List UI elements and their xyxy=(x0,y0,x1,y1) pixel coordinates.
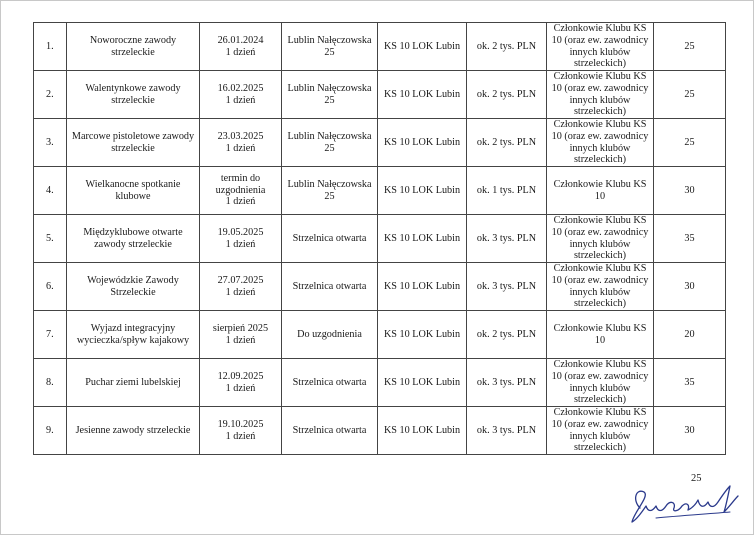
event-duration: 1 dzień xyxy=(225,142,256,154)
event-cost: ok. 3 tys. PLN xyxy=(476,376,537,388)
event-organizer: KS 10 LOK Lubin xyxy=(383,184,461,196)
table-row xyxy=(34,119,726,167)
event-date-cell xyxy=(200,407,282,455)
event-participants: Członkowie Klubu KS 10 (oraz ew. zawodnicy innych klubów strzeleckich) xyxy=(551,23,649,70)
event-place: Strzelnica otwarta xyxy=(292,232,367,244)
row-number: 1. xyxy=(46,40,54,52)
page-number: 25 xyxy=(691,473,702,484)
row-number: 7. xyxy=(46,328,54,340)
event-organizer: KS 10 LOK Lubin xyxy=(383,328,461,340)
event-place-cell xyxy=(282,263,378,311)
event-organizer: KS 10 LOK Lubin xyxy=(383,232,461,244)
table-row xyxy=(34,23,726,71)
participant-count-cell xyxy=(654,407,726,455)
event-cost-cell xyxy=(467,311,547,359)
row-number: 5. xyxy=(46,232,54,244)
table-row xyxy=(34,359,726,407)
event-duration: 1 dzień xyxy=(225,430,256,442)
table-row xyxy=(34,71,726,119)
participant-count: 25 xyxy=(684,88,695,100)
row-number: 8. xyxy=(46,376,54,388)
event-cost: ok. 2 tys. PLN xyxy=(476,88,537,100)
event-organizer-cell xyxy=(378,311,467,359)
event-name-cell xyxy=(67,71,200,119)
event-duration: 1 dzień xyxy=(225,94,256,106)
event-name-cell xyxy=(67,359,200,407)
event-place-cell xyxy=(282,23,378,71)
table-row xyxy=(34,263,726,311)
participant-count: 20 xyxy=(684,328,695,340)
event-duration: 1 dzień xyxy=(225,238,256,250)
participant-count-cell xyxy=(654,167,726,215)
event-name-cell xyxy=(67,311,200,359)
participant-count: 30 xyxy=(684,280,695,292)
event-organizer-cell xyxy=(378,263,467,311)
event-participants-cell xyxy=(547,119,654,167)
event-participants: Członkowie Klubu KS 10 (oraz ew. zawodnicy innych klubów strzeleckich) xyxy=(551,215,649,262)
row-number: 2. xyxy=(46,88,54,100)
row-number-cell xyxy=(34,359,67,407)
event-cost-cell xyxy=(467,23,547,71)
row-number-cell xyxy=(34,71,67,119)
event-cost-cell xyxy=(467,359,547,407)
event-cost-cell xyxy=(467,407,547,455)
event-participants-cell xyxy=(547,215,654,263)
event-duration: 1 dzień xyxy=(225,286,256,298)
participant-count: 25 xyxy=(684,136,695,148)
event-place: Lublin Nałęczowska 25 xyxy=(287,178,372,202)
event-place-cell xyxy=(282,359,378,407)
participant-count-cell xyxy=(654,23,726,71)
event-organizer-cell xyxy=(378,215,467,263)
event-date: 16.02.2025 xyxy=(217,82,264,94)
participant-count: 35 xyxy=(684,376,695,388)
event-name: Noworoczne zawody strzeleckie xyxy=(89,34,177,58)
event-place: Lublin Nałęczowska 25 xyxy=(287,82,372,106)
row-number-cell xyxy=(34,215,67,263)
event-date: sierpień 2025 xyxy=(212,322,269,334)
table-row xyxy=(34,311,726,359)
event-name-cell xyxy=(67,119,200,167)
event-place-cell xyxy=(282,167,378,215)
event-date: 23.03.2025 xyxy=(217,130,264,142)
event-name-cell xyxy=(67,263,200,311)
event-name: Jesienne zawody strzeleckie xyxy=(75,424,191,436)
event-name: Walentynkowe zawody strzeleckie xyxy=(85,82,181,106)
event-cost: ok. 3 tys. PLN xyxy=(476,280,537,292)
event-organizer: KS 10 LOK Lubin xyxy=(383,40,461,52)
event-name: Wyjazd integracyjny wycieczka/spływ kajakowy xyxy=(76,322,190,346)
signature-image xyxy=(626,478,742,530)
row-number-cell xyxy=(34,23,67,71)
participant-count: 30 xyxy=(684,184,695,196)
event-name-cell xyxy=(67,407,200,455)
event-place-cell xyxy=(282,119,378,167)
event-organizer-cell xyxy=(378,359,467,407)
event-place: Strzelnica otwarta xyxy=(292,376,367,388)
event-participants: Członkowie Klubu KS 10 (oraz ew. zawodnicy innych klubów strzeleckich) xyxy=(551,119,649,166)
event-cost: ok. 1 tys. PLN xyxy=(476,184,537,196)
event-participants-cell xyxy=(547,263,654,311)
event-date-cell xyxy=(200,119,282,167)
row-number: 9. xyxy=(46,424,54,436)
event-place: Lublin Nałęczowska 25 xyxy=(287,130,372,154)
event-name: Międzyklubowe otwarte zawody strzeleckie xyxy=(83,226,183,250)
event-cost: ok. 3 tys. PLN xyxy=(476,232,537,244)
event-organizer-cell xyxy=(378,119,467,167)
event-name: Marcowe pistoletowe zawody strzeleckie xyxy=(71,130,195,154)
participant-count-cell xyxy=(654,71,726,119)
event-duration: 1 dzień xyxy=(225,46,256,58)
event-participants: Członkowie Klubu KS 10 xyxy=(553,322,647,346)
event-date: 19.05.2025 xyxy=(217,226,264,238)
event-place: Strzelnica otwarta xyxy=(292,424,367,436)
event-date: 19.10.2025 xyxy=(217,418,264,430)
event-participants-cell xyxy=(547,359,654,407)
row-number-cell xyxy=(34,407,67,455)
event-date-cell xyxy=(200,23,282,71)
event-place-cell xyxy=(282,407,378,455)
event-place: Do uzgodnienia xyxy=(297,328,362,340)
event-cost: ok. 2 tys. PLN xyxy=(476,136,537,148)
event-date-cell xyxy=(200,359,282,407)
table-row xyxy=(34,215,726,263)
row-number-cell xyxy=(34,167,67,215)
event-duration: 1 dzień xyxy=(225,334,256,346)
event-date: 26.01.2024 xyxy=(217,34,264,46)
event-name-cell xyxy=(67,23,200,71)
participant-count-cell xyxy=(654,311,726,359)
event-organizer: KS 10 LOK Lubin xyxy=(383,376,461,388)
event-date-cell xyxy=(200,263,282,311)
participant-count-cell xyxy=(654,119,726,167)
event-cost: ok. 3 tys. PLN xyxy=(476,424,537,436)
event-place: Lublin Nałęczowska 25 xyxy=(287,34,372,58)
row-number-cell xyxy=(34,263,67,311)
event-participants-cell xyxy=(547,407,654,455)
event-place: Strzelnica otwarta xyxy=(292,280,367,292)
participant-count-cell xyxy=(654,263,726,311)
event-name: Wielkanocne spotkanie klubowe xyxy=(85,178,181,202)
event-participants-cell xyxy=(547,23,654,71)
row-number-cell xyxy=(34,119,67,167)
event-date-cell xyxy=(200,311,282,359)
row-number: 4. xyxy=(46,184,54,196)
event-participants: Członkowie Klubu KS 10 xyxy=(553,178,647,202)
participant-count: 25 xyxy=(684,40,695,52)
row-number: 6. xyxy=(46,280,54,292)
event-participants: Członkowie Klubu KS 10 (oraz ew. zawodnicy innych klubów strzeleckich) xyxy=(551,359,649,406)
events-table xyxy=(33,22,726,455)
event-place-cell xyxy=(282,215,378,263)
event-organizer-cell xyxy=(378,71,467,119)
event-organizer: KS 10 LOK Lubin xyxy=(383,88,461,100)
event-duration: 1 dzień xyxy=(225,196,256,208)
event-cost-cell xyxy=(467,215,547,263)
event-participants: Członkowie Klubu KS 10 (oraz ew. zawodnicy innych klubów strzeleckich) xyxy=(551,407,649,454)
table-row xyxy=(34,167,726,215)
event-name-cell xyxy=(67,167,200,215)
event-organizer: KS 10 LOK Lubin xyxy=(383,424,461,436)
event-date: 12.09.2025 xyxy=(217,370,264,382)
participant-count-cell xyxy=(654,215,726,263)
event-participants-cell xyxy=(547,71,654,119)
event-cost-cell xyxy=(467,167,547,215)
event-date-cell xyxy=(200,71,282,119)
event-date-cell xyxy=(200,215,282,263)
participant-count: 30 xyxy=(684,424,695,436)
event-date-cell xyxy=(200,167,282,215)
event-place-cell xyxy=(282,311,378,359)
event-duration: 1 dzień xyxy=(225,382,256,394)
event-participants: Członkowie Klubu KS 10 (oraz ew. zawodnicy innych klubów strzeleckich) xyxy=(551,263,649,310)
event-participants: Członkowie Klubu KS 10 (oraz ew. zawodnicy innych klubów strzeleckich) xyxy=(551,71,649,118)
event-date: termin do uzgodnienia xyxy=(215,173,266,196)
events-table-body xyxy=(34,23,726,455)
event-organizer: KS 10 LOK Lubin xyxy=(383,280,461,292)
table-row xyxy=(34,407,726,455)
event-organizer-cell xyxy=(378,167,467,215)
event-participants-cell xyxy=(547,167,654,215)
participant-count-cell xyxy=(654,359,726,407)
event-cost: ok. 2 tys. PLN xyxy=(476,328,537,340)
row-number-cell xyxy=(34,311,67,359)
event-organizer-cell xyxy=(378,23,467,71)
row-number: 3. xyxy=(46,136,54,148)
event-place-cell xyxy=(282,71,378,119)
event-name: Puchar ziemi lubelskiej xyxy=(85,376,181,388)
event-date: 27.07.2025 xyxy=(217,274,264,286)
event-organizer: KS 10 LOK Lubin xyxy=(383,136,461,148)
event-organizer-cell xyxy=(378,407,467,455)
event-name: Wojewódzkie Zawody Strzeleckie xyxy=(87,274,179,298)
event-cost-cell xyxy=(467,263,547,311)
event-cost-cell xyxy=(467,71,547,119)
participant-count: 35 xyxy=(684,232,695,244)
event-cost-cell xyxy=(467,119,547,167)
event-participants-cell xyxy=(547,311,654,359)
event-cost: ok. 2 tys. PLN xyxy=(476,40,537,52)
event-name-cell xyxy=(67,215,200,263)
